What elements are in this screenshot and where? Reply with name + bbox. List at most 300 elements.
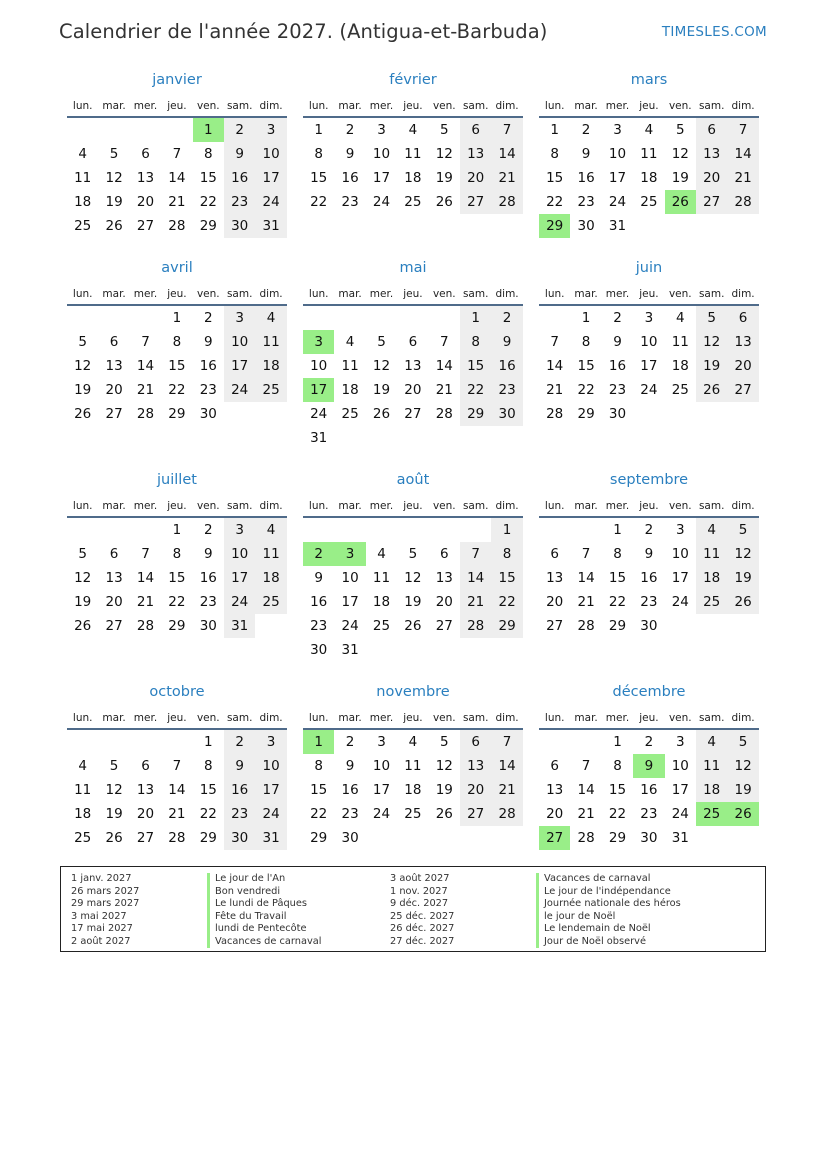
day: 5 [439,122,449,138]
day: 24 [671,806,689,822]
day: 5 [439,734,449,750]
day: 1 [581,310,591,326]
day: 21 [467,594,485,610]
holiday-day: 25 [696,802,727,826]
legend-holiday-name: Bon vendredi [207,886,322,899]
day: 3 [377,122,386,138]
day: 23 [608,382,627,398]
day: 27 [467,806,485,822]
weekday-header: sam. [698,100,725,112]
holiday-day: 27 [539,826,570,850]
day: 12 [435,758,453,774]
weekday-header: sam. [462,100,489,112]
weekday-header: mar. [102,712,126,724]
day: 30 [608,406,627,422]
holiday-day: 3 [303,330,334,354]
day: 5 [707,310,716,326]
day: 4 [345,334,355,350]
weekday-header: mar. [102,288,126,300]
weekday-header: mar. [338,500,362,512]
day: 1 [613,734,622,750]
day: 5 [408,546,418,562]
day: 22 [498,594,516,610]
day: 1 [203,734,213,750]
weekday-header: dim. [495,500,519,512]
weekday-header: lun. [308,500,329,512]
day: 31 [231,618,249,634]
day: 8 [502,546,512,562]
day: 23 [231,806,249,822]
weekday-header: sam. [226,100,253,112]
day: 18 [262,570,280,586]
day: 3 [266,734,276,750]
day: 4 [675,310,685,326]
day: 7 [550,334,559,350]
weekday-header: mar. [102,500,126,512]
day: 26 [404,618,422,634]
day: 17 [262,782,280,798]
day: 29 [608,830,627,846]
day: 12 [74,570,92,586]
day: 8 [314,758,323,774]
day: 10 [372,146,391,162]
day: 19 [74,382,92,398]
weekday-header: sam. [462,500,489,512]
weekday-header: dim. [731,500,755,512]
day: 15 [168,570,186,586]
day: 14 [577,570,595,586]
day: 17 [231,570,249,586]
day: 23 [577,194,595,210]
day: 29 [310,830,328,846]
weekday-header: lun. [308,100,329,112]
day: 14 [467,570,485,586]
weekday-header: mer. [133,712,158,724]
day: 26 [435,806,453,822]
day: 27 [136,218,155,234]
weekday-header: ven. [668,100,692,112]
day: 9 [235,146,244,162]
day: 29 [608,618,627,634]
day: 19 [372,382,391,398]
weekday-header: mar. [338,288,362,300]
weekday-header: jeu. [639,500,659,512]
weekday-header: jeu. [639,288,659,300]
legend-date: 26 déc. 2027 [390,923,455,934]
day: 2 [644,734,654,750]
day: 12 [435,146,453,162]
day: 28 [168,218,186,234]
day: 27 [404,406,422,422]
day: 16 [498,358,516,374]
day: 25 [404,194,422,210]
month-name: mai [399,260,427,276]
day: 5 [738,734,748,750]
weekday-header: lun. [544,288,565,300]
day: 4 [644,122,654,138]
day: 7 [141,334,150,350]
weekday-header: mar. [338,100,362,112]
day: 27 [105,618,123,634]
legend-dates [390,873,454,948]
weekday-header: ven. [196,288,220,300]
day: 21 [577,594,595,610]
day: 15 [199,170,217,186]
weekday-header: jeu. [167,288,187,300]
weekday-header: ven. [196,712,220,724]
day: 8 [613,758,622,774]
day: 28 [498,806,516,822]
day: 8 [550,146,559,162]
day: 26 [703,382,721,398]
month-name: février [389,72,437,88]
page-title: Calendrier de l'année 2027. (Antigua-et-Barbuda) [59,20,548,43]
legend-date: 25 déc. 2027 [390,910,455,922]
legend-date: 26 mars 2027 [71,885,140,897]
day: 30 [199,618,217,634]
day: 18 [372,594,391,610]
day: 11 [262,334,280,350]
day: 9 [235,758,244,774]
weekday-header: dim. [495,288,519,300]
weekday-header: ven. [668,288,692,300]
weekday-header: ven. [668,712,692,724]
weekday-header: ven. [196,100,220,112]
day: 4 [408,734,418,750]
weekday-header: ven. [432,100,456,112]
weekday-header: ven. [196,500,220,512]
month-name: septembre [609,472,689,488]
weekday-header: sam. [462,712,489,724]
weekday-header: jeu. [167,100,187,112]
day: 13 [435,570,453,586]
day: 20 [546,806,564,822]
day: 12 [74,358,92,374]
day: 14 [498,758,516,774]
weekday-header: mer. [369,500,394,512]
day: 12 [734,758,752,774]
day: 11 [372,570,391,586]
day: 19 [734,782,752,798]
legend-date: 1 janv. 2027 [71,873,132,884]
day: 23 [310,618,328,634]
day: 11 [404,146,422,162]
weekday-header: mar. [102,100,126,112]
day: 21 [168,194,186,210]
day: 12 [671,146,689,162]
day: 6 [109,334,119,350]
day: 24 [231,382,249,398]
day: 25 [262,594,280,610]
day: 3 [675,734,685,750]
day: 3 [235,522,244,538]
weekday-header: mar. [574,500,598,512]
weekday-header: ven. [432,500,456,512]
day: 20 [105,594,123,610]
legend-holiday-name: lundi de Pentecôte [207,923,322,936]
day: 10 [640,334,658,350]
day: 16 [608,358,627,374]
day: 22 [310,806,328,822]
day: 14 [435,358,453,374]
weekday-header: jeu. [167,712,187,724]
day: 26 [105,830,123,846]
weekday-header: mar. [574,100,598,112]
month-name: octobre [149,684,205,700]
day: 23 [199,382,217,398]
day: 4 [707,522,716,538]
day: 11 [703,758,721,774]
day: 16 [640,782,658,798]
day: 18 [262,358,280,374]
day: 5 [675,122,685,138]
holiday-day: 17 [303,378,334,402]
day: 2 [203,522,213,538]
day: 13 [105,358,123,374]
legend-holiday-name: Le lundi de Pâques [207,898,322,911]
legend-date: 3 août 2027 [390,873,450,884]
day: 19 [671,170,689,186]
weekday-header: jeu. [403,500,423,512]
weekday-header: sam. [698,288,725,300]
weekday-header: mer. [133,100,158,112]
day: 30 [640,830,658,846]
day: 7 [172,146,182,162]
weekday-header: mer. [605,500,630,512]
day: 13 [136,782,155,798]
day: 25 [341,406,359,422]
day: 18 [703,782,721,798]
day: 28 [435,406,453,422]
day: 31 [262,218,280,234]
day: 30 [231,218,249,234]
month-name: mars [630,72,668,88]
weekday-header: dim. [731,100,755,112]
weekday-header: lun. [308,288,329,300]
day: 31 [262,830,280,846]
day: 16 [231,170,249,186]
day: 4 [377,546,386,562]
holiday-day: 1 [303,730,334,754]
day: 20 [404,382,422,398]
day: 17 [231,358,249,374]
day: 11 [703,546,721,562]
day: 25 [671,382,689,398]
day: 11 [74,782,92,798]
day: 1 [172,522,182,538]
weekday-header: dim. [259,100,283,112]
day: 5 [109,758,119,774]
day: 19 [105,194,123,210]
day: 27 [435,618,453,634]
holiday-legend [60,866,766,952]
day: 28 [577,618,595,634]
day: 8 [172,546,182,562]
day: 17 [608,170,627,186]
day: 18 [404,170,422,186]
day: 19 [435,170,453,186]
weekday-header: lun. [308,712,329,724]
header-rule [303,516,523,518]
day: 8 [203,146,213,162]
day: 8 [613,546,622,562]
month-name: juillet [157,472,197,488]
day: 17 [372,170,391,186]
day: 20 [136,194,155,210]
day: 30 [640,618,658,634]
day: 9 [581,146,591,162]
day: 28 [136,618,155,634]
day: 31 [310,430,328,446]
day: 19 [74,594,92,610]
day: 27 [703,194,721,210]
day: 10 [262,146,280,162]
day: 11 [404,758,422,774]
day: 24 [310,406,328,422]
day: 21 [498,782,516,798]
day: 24 [608,194,627,210]
legend-holiday-name: Jour de Noël observé [536,936,681,949]
day: 16 [199,570,217,586]
weekday-header: lun. [544,500,565,512]
day: 14 [734,146,752,162]
day: 13 [136,170,155,186]
weekday-header: jeu. [403,100,423,112]
day: 4 [78,758,87,774]
legend-dates [71,873,139,948]
day: 1 [172,310,182,326]
day: 14 [546,358,564,374]
day: 1 [502,522,512,538]
day: 24 [262,806,280,822]
day: 12 [105,170,123,186]
day: 18 [703,570,721,586]
day: 10 [310,358,328,374]
day: 31 [608,218,627,234]
day: 22 [168,382,186,398]
day: 9 [644,546,654,562]
day: 28 [734,194,752,210]
weekday-header: mer. [369,712,394,724]
day: 29 [199,218,217,234]
day: 27 [136,830,155,846]
legend-date: 1 nov. 2027 [390,885,448,897]
holiday-day: 2 [303,542,334,566]
day: 9 [502,334,512,350]
day: 31 [341,642,359,658]
day: 7 [502,122,512,138]
day: 19 [404,594,422,610]
day: 7 [141,546,150,562]
day: 6 [141,758,150,774]
legend-holiday-name: Vacances de carnaval [536,873,681,886]
day: 21 [734,170,752,186]
day: 17 [671,570,689,586]
day: 25 [404,806,422,822]
weekday-header: mer. [369,288,394,300]
weekday-header: lun. [72,500,93,512]
day: 14 [136,358,155,374]
day: 21 [136,594,155,610]
day: 21 [498,170,516,186]
day: 10 [231,546,249,562]
day: 5 [109,146,119,162]
weekday-header: mer. [369,100,394,112]
legend-holiday-name: Le lendemain de Noël [536,923,681,936]
day: 15 [199,782,217,798]
day: 5 [377,334,386,350]
day: 16 [640,570,658,586]
day: 10 [231,334,249,350]
day: 24 [231,594,249,610]
day: 6 [707,122,716,138]
weekday-header: mer. [605,288,630,300]
legend-date: 27 déc. 2027 [390,935,455,947]
day: 27 [105,406,123,422]
day: 2 [235,122,244,138]
day: 7 [738,122,748,138]
day: 10 [671,758,689,774]
day: 28 [467,618,485,634]
day: 19 [105,806,123,822]
weekday-header: mer. [133,288,158,300]
day: 30 [341,830,359,846]
day: 11 [640,146,658,162]
day: 24 [671,594,689,610]
day: 19 [703,358,721,374]
day: 14 [498,146,516,162]
day: 15 [310,170,328,186]
day: 22 [168,594,186,610]
day: 22 [467,382,485,398]
day: 10 [341,570,359,586]
weekday-header: dim. [259,712,283,724]
day: 22 [577,382,595,398]
weekday-header: mer. [605,712,630,724]
day: 24 [372,806,391,822]
day: 27 [734,382,752,398]
day: 24 [372,194,391,210]
day: 6 [471,734,480,750]
day: 4 [78,146,87,162]
day: 1 [314,122,323,138]
legend-date: 3 mai 2027 [71,910,127,922]
day: 2 [502,310,512,326]
day: 26 [734,594,752,610]
weekday-header: mar. [574,712,598,724]
day: 10 [262,758,280,774]
day: 3 [675,522,685,538]
day: 13 [105,570,123,586]
legend-holiday-name: Le jour de l'indépendance [536,886,681,899]
day: 30 [577,218,595,234]
day: 24 [640,382,658,398]
day: 22 [199,194,217,210]
day: 20 [546,594,564,610]
day: 16 [310,594,328,610]
day: 7 [581,758,591,774]
legend-holiday-name: Journée nationale des héros [536,898,681,911]
day: 15 [310,782,328,798]
day: 1 [471,310,480,326]
legend-holiday-name: Vacances de carnaval [207,936,322,949]
legend-holiday-name: Le jour de l'An [207,873,322,886]
day: 22 [199,806,217,822]
day: 14 [577,782,595,798]
brand-link[interactable]: TIMESLES.COM [661,24,767,40]
day: 13 [467,758,485,774]
day: 3 [235,310,244,326]
